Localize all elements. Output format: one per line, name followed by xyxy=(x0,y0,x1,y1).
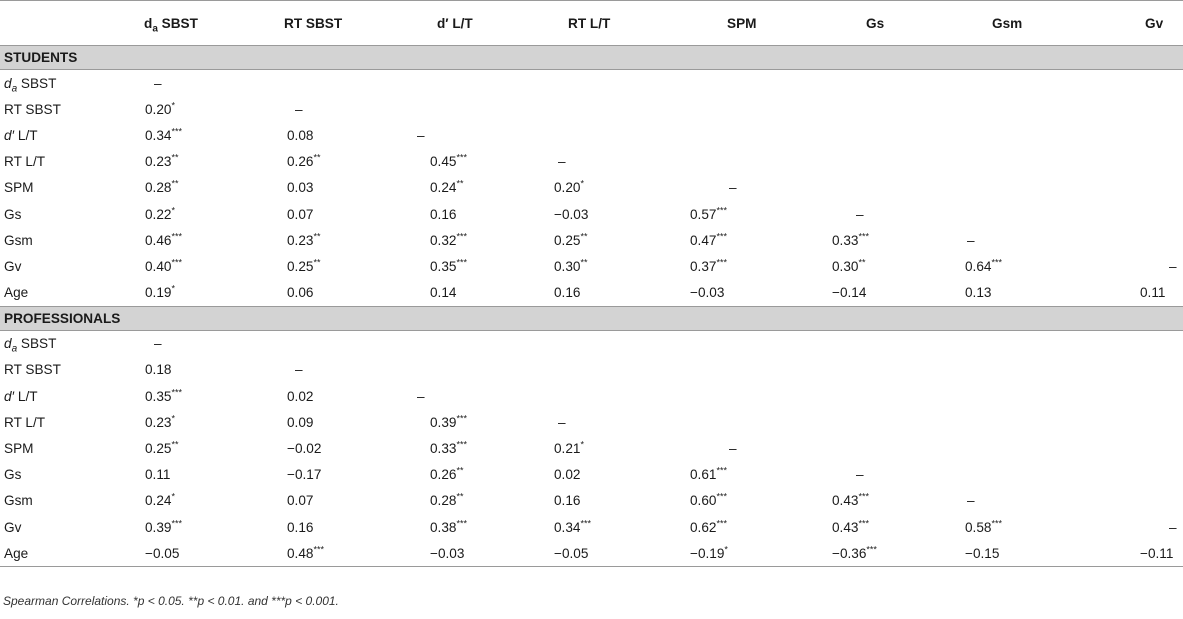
table-cell xyxy=(230,70,369,97)
table-cell: 0.37*** xyxy=(690,257,727,274)
table-cell xyxy=(641,96,779,122)
table-cell: 0.58*** xyxy=(965,518,1002,535)
table-cell xyxy=(779,435,913,461)
row-label: $d_a$ SBST xyxy=(4,336,57,355)
table-cell xyxy=(779,122,913,148)
row-label: Gsm xyxy=(4,493,33,509)
table-row xyxy=(0,540,1183,567)
row-label: Gv xyxy=(4,519,22,535)
table-cell xyxy=(506,122,641,148)
row-label: RT L/T xyxy=(4,414,46,430)
table-cell: −0.05 xyxy=(97,540,230,567)
table-cell: 0.18 xyxy=(145,362,172,378)
table-cell: – xyxy=(1169,519,1177,535)
table-cell xyxy=(641,70,779,97)
table-cell: 0.57*** xyxy=(690,205,727,222)
table-cell xyxy=(913,122,1047,148)
column-header: Gv xyxy=(1047,1,1183,46)
row-label: Age xyxy=(4,285,29,301)
row-label: RT L/T xyxy=(4,154,46,170)
table-cell: 0.30** xyxy=(554,257,588,274)
table-row xyxy=(0,96,1183,122)
table-row xyxy=(0,201,1183,227)
table-cell: 0.07 xyxy=(287,206,314,222)
table-cell: −0.14 xyxy=(832,285,867,301)
table-row xyxy=(0,435,1183,461)
table-cell xyxy=(641,383,779,409)
table-cell: – xyxy=(1169,258,1177,274)
table-cell: 0.35*** xyxy=(430,257,467,274)
table-cell: −0.17 xyxy=(287,467,322,483)
table-cell xyxy=(913,409,1047,435)
table-cell: 0.28** xyxy=(430,491,464,509)
table-row xyxy=(0,383,1183,409)
table-cell xyxy=(369,70,506,97)
section-header-row xyxy=(0,306,1183,330)
table-cell xyxy=(1047,488,1183,514)
table-cell: 0.02 xyxy=(554,467,581,483)
table-cell: – xyxy=(856,206,864,222)
table-cell: – xyxy=(558,154,566,170)
table-cell: 0.26** xyxy=(287,152,321,170)
column-header: Gs xyxy=(779,1,913,46)
table-cell xyxy=(1047,149,1183,175)
table-cell xyxy=(779,96,913,122)
table-cell xyxy=(779,330,913,357)
table-cell: 0.47*** xyxy=(690,231,727,248)
table-cell xyxy=(913,96,1047,122)
table-cell: – xyxy=(856,467,864,483)
table-cell xyxy=(1047,122,1183,148)
table-cell xyxy=(779,409,913,435)
table-cell: 0.02 xyxy=(287,388,314,404)
table-cell xyxy=(1047,227,1183,253)
table-cell: 0.38*** xyxy=(430,518,467,535)
table-footnote: Spearman Correlations. *p < 0.05. **p < 0.01. and ***p < 0.001. xyxy=(3,594,339,608)
row-label: SPM xyxy=(4,441,34,457)
table-cell: −0.03 xyxy=(554,206,589,222)
table-cell: – xyxy=(154,336,162,352)
table-cell: 0.25** xyxy=(287,257,321,274)
table-cell: 0.28** xyxy=(145,178,179,196)
row-label: d′ L/T xyxy=(4,388,38,404)
table-cell xyxy=(913,175,1047,201)
column-header: SPM xyxy=(641,1,779,46)
section-header-row xyxy=(0,46,1183,70)
table-cell: 0.13 xyxy=(965,285,992,301)
table-cell xyxy=(1047,330,1183,357)
table-cell: 0.32*** xyxy=(430,231,467,248)
table-cell xyxy=(506,70,641,97)
table-cell: 0.24** xyxy=(430,178,464,196)
table-cell: – xyxy=(417,127,425,143)
table-cell: – xyxy=(558,414,566,430)
table-cell: 0.39*** xyxy=(145,518,182,535)
table-cell: – xyxy=(967,493,975,509)
column-header: RT SBST xyxy=(230,1,369,46)
table-cell: −0.15 xyxy=(913,540,1047,567)
table-cell: 0.20* xyxy=(145,100,175,117)
table-cell xyxy=(913,70,1047,97)
table-cell xyxy=(1047,383,1183,409)
table-cell: 0.25** xyxy=(554,231,588,248)
table-cell xyxy=(1047,201,1183,227)
table-row xyxy=(0,70,1183,97)
table-cell: 0.34*** xyxy=(145,126,182,143)
column-header: $d_a$ SBST xyxy=(97,1,230,46)
table-row xyxy=(0,330,1183,357)
table-cell: −0.02 xyxy=(287,441,322,457)
table-cell: 0.16 xyxy=(554,285,581,301)
table-cell xyxy=(506,357,641,383)
table-cell xyxy=(913,357,1047,383)
table-cell: 0.08 xyxy=(287,127,314,143)
row-label: SPM xyxy=(4,180,34,196)
table-cell: 0.35*** xyxy=(145,387,182,404)
table-cell xyxy=(779,149,913,175)
table-cell: 0.24* xyxy=(145,491,175,509)
table-cell xyxy=(779,175,913,201)
table-cell: 0.46*** xyxy=(145,231,182,248)
table-row xyxy=(0,514,1183,540)
table-cell xyxy=(913,201,1047,227)
table-cell: 0.19* xyxy=(145,283,175,301)
table-cell xyxy=(913,435,1047,461)
table-cell: 0.21* xyxy=(554,439,584,457)
table-cell xyxy=(913,149,1047,175)
table-cell xyxy=(913,330,1047,357)
table-cell xyxy=(1047,435,1183,461)
table-cell xyxy=(369,96,506,122)
table-cell: 0.33*** xyxy=(430,439,467,457)
table-row xyxy=(0,357,1183,383)
table-cell: 0.09 xyxy=(287,414,314,430)
table-cell: −0.19* xyxy=(641,540,779,567)
table-cell xyxy=(779,383,913,409)
table-cell xyxy=(641,357,779,383)
row-label: Gv xyxy=(4,258,22,274)
table-cell: 0.07 xyxy=(287,493,314,509)
table-cell: 0.48*** xyxy=(230,540,369,567)
table-cell: 0.43*** xyxy=(832,491,869,509)
table-cell: 0.30** xyxy=(832,257,866,274)
row-label: Gs xyxy=(4,206,22,222)
table-cell xyxy=(230,330,369,357)
table-cell: 0.61*** xyxy=(690,465,727,483)
table-cell: −0.03 xyxy=(690,285,725,301)
table-cell xyxy=(641,409,779,435)
table-cell: 0.16 xyxy=(430,206,457,222)
table-cell: 0.40*** xyxy=(145,257,182,274)
table-cell: – xyxy=(295,362,303,378)
table-cell: 0.23** xyxy=(145,152,179,170)
row-label: $d_a$ SBST xyxy=(4,75,57,95)
table-cell: 0.16 xyxy=(287,519,314,535)
table-cell: 0.23** xyxy=(287,231,321,248)
table-cell xyxy=(369,330,506,357)
table-cell: 0.39*** xyxy=(430,413,467,430)
table-cell: 0.22* xyxy=(145,205,175,222)
table-cell: 0.45*** xyxy=(430,152,467,170)
table-cell xyxy=(506,383,641,409)
table-cell xyxy=(506,96,641,122)
table-cell: 0.03 xyxy=(287,180,314,196)
row-label: d′ L/T xyxy=(4,127,38,143)
table-cell xyxy=(1047,409,1183,435)
table-cell: −0.11 xyxy=(1047,540,1183,567)
table-cell: 0.26** xyxy=(430,465,464,483)
table-cell: – xyxy=(417,388,425,404)
section-title: STUDENTS xyxy=(0,46,1183,70)
row-label: Gsm xyxy=(4,232,33,248)
table-cell: 0.34*** xyxy=(554,518,591,535)
table-row xyxy=(0,149,1183,175)
table-row xyxy=(0,488,1183,514)
table-cell: 0.16 xyxy=(554,493,581,509)
row-label: Gs xyxy=(4,467,22,483)
table-cell xyxy=(1047,357,1183,383)
table-row xyxy=(0,122,1183,148)
table-cell: 0.25** xyxy=(145,439,179,457)
table-cell: 0.33*** xyxy=(832,231,869,248)
column-header: Gsm xyxy=(913,1,1047,46)
table-cell: – xyxy=(729,180,737,196)
table-cell: −0.05 xyxy=(506,540,641,567)
row-label: RT SBST xyxy=(4,362,61,378)
table-cell xyxy=(1047,175,1183,201)
section-title: PROFESSIONALS xyxy=(0,306,1183,330)
table-cell xyxy=(913,462,1047,488)
table-cell: 0.43*** xyxy=(832,518,869,535)
table-cell: −0.03 xyxy=(369,540,506,567)
table-cell: 0.64*** xyxy=(965,257,1002,274)
header-row xyxy=(0,1,1183,46)
column-header: d′ L/T xyxy=(369,1,506,46)
table-cell: 0.06 xyxy=(287,285,314,301)
table-cell: – xyxy=(967,232,975,248)
table-cell xyxy=(641,330,779,357)
table-cell: 0.23* xyxy=(145,413,175,430)
table-cell: −0.36*** xyxy=(779,540,913,567)
table-cell: 0.11 xyxy=(1140,285,1166,301)
table-cell xyxy=(913,383,1047,409)
table-cell: 0.20* xyxy=(554,178,584,196)
table-cell xyxy=(779,357,913,383)
table-cell: 0.62*** xyxy=(690,518,727,535)
table-cell xyxy=(1047,96,1183,122)
table-row xyxy=(0,227,1183,253)
table-cell xyxy=(641,149,779,175)
table-cell xyxy=(779,70,913,97)
table-cell: 0.60*** xyxy=(690,491,727,509)
table-cell xyxy=(1047,462,1183,488)
header-corner xyxy=(0,1,97,46)
table-row xyxy=(0,253,1183,279)
table-cell: – xyxy=(295,101,303,117)
table-row xyxy=(0,409,1183,435)
table-cell: – xyxy=(729,441,737,457)
row-label: RT SBST xyxy=(4,101,61,117)
table-row xyxy=(0,280,1183,307)
table-cell xyxy=(641,122,779,148)
table-cell: – xyxy=(154,75,162,91)
table-row xyxy=(0,175,1183,201)
table-cell: 0.14 xyxy=(430,285,457,301)
table-cell xyxy=(1047,70,1183,97)
table-cell: 0.11 xyxy=(145,467,171,483)
table-cell xyxy=(506,330,641,357)
table-row xyxy=(0,462,1183,488)
table-cell xyxy=(369,357,506,383)
column-header: RT L/T xyxy=(506,1,641,46)
table-body xyxy=(0,46,1183,567)
row-label: Age xyxy=(0,540,97,567)
